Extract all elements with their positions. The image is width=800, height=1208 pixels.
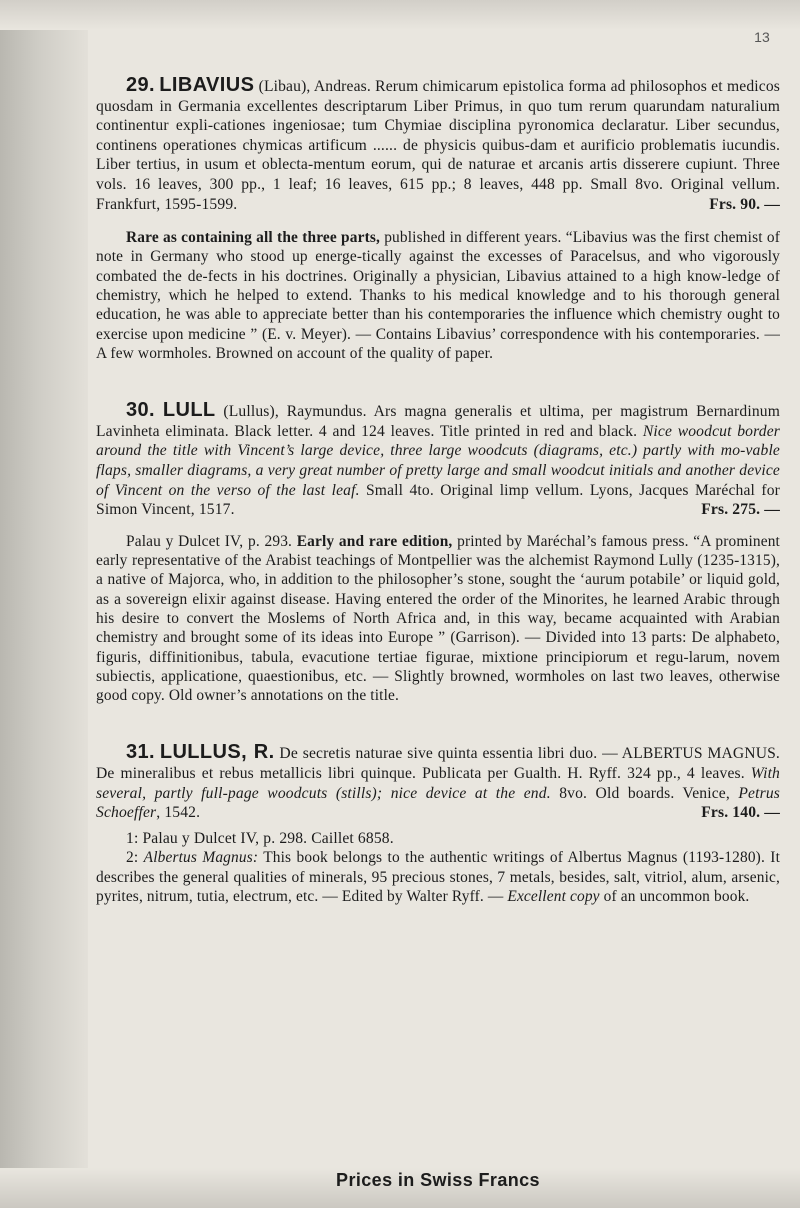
entry-price: Frs. 90. — [709, 195, 780, 213]
catalog-entry-30 [96, 401, 780, 705]
entry-price: Frs. 275. — [701, 501, 780, 519]
catalog-entry-29 [96, 76, 780, 363]
entry-printer: Petrus Schoeffer [96, 784, 780, 822]
entry-reference-2 [96, 848, 780, 906]
entry-price: Frs. 140. — [701, 804, 780, 822]
scan-edge-top [0, 0, 800, 30]
entry-note-text: printed by Maréchal’s famous press. “A prominent early representative of the Arabist teachings of Montpellier was the alchemist Raymond Lully (1235-1315), a native of Majorca, who, in addition to the philosopher’s stone, sought the ‘aurum potabile’ or liquid gold, as a sovereign elixir against disease. Having entered the order of the Minorites, he learned Arabic through his desire to convert the Moslems of North Africa and, in this way, became acquainted with Arabian chemistry and brought some of its ideas into Europe ” (Garrison). — Divided into 13 parts: De alphabeto, figuris, diffinitionibus, tabula, evacutione tertiae figurae, mixtione principiorum et regu-larum, novem subiectis, applicatione, quaestionibus, etc. — Slightly browned, wormholes on last two leaves, otherwise good copy. Old owner’s annotations on the title. [96, 532, 780, 705]
entry-description: De secretis naturae sive quinta essentia libri duo. — ALBERTUS MAGNUS. De mineralibus et rebus metallicis libri quinque. Publicata per Gualth. H. Ryff. 324 pp., 4 leaves. [96, 745, 780, 783]
ref2-title: Albertus Magnus: [143, 849, 259, 867]
entry-illustrations: With several, partly full-page woodcuts (stills); nice device at the end. [96, 765, 780, 802]
entry-note-lead: Rare as containing all the three parts, [126, 229, 380, 247]
catalog-entry-31 [96, 743, 780, 906]
entry-note-ref: Palau y Dulcet IV, p. 293. [126, 532, 297, 550]
ref2-condition: Excellent copy [507, 888, 600, 906]
entry-author: LULLUS, R. [159, 741, 275, 764]
entry-note [96, 228, 780, 363]
entry-heading [96, 76, 780, 214]
entry-number: 29. [126, 74, 156, 96]
catalog-page [96, 28, 780, 1190]
entry-note-text: published in different years. “Libavius was the first chemist of note in Germany who stood up energe-tically against the excesses of Paracelsus, and who vigorously combated the de-fects in his doctrines. Originally a physician, Libavius attained to a high know-ledge of chemistry, which he helped to extend. Thanks to his medical knowledge and to his thorough general education, he was able to appreciate better than his contemporaries the influence which chemistry ought to exercise upon medicine ” (E. v. Meyer). — Contains Libavius’ correspondence with his contemporaries. — A few wormholes. Browned on account of the quality of paper. [96, 229, 780, 362]
page-footer: Prices in Swiss Francs [336, 1170, 540, 1190]
entry-reference-1: 1: Palau y Dulcet IV, p. 298. Caillet 6858. [126, 829, 394, 847]
entry-illustrations: Nice woodcut border around the title with Vincent’s large device, three large woodcuts (diagrams, etc.) partly with mo-vable flaps, smaller diagrams, a very great number of pretty large and small woodcut initials and another device of Vincent on the verso of the last leaf. [96, 422, 780, 499]
entry-number: 31. [126, 741, 156, 764]
entry-note [96, 532, 780, 706]
entry-number: 30. [126, 399, 156, 422]
entry-imprint: Small 4to. Original limp vellum. Lyons, Jacques Maréchal for Simon Vincent, 1517. [96, 481, 780, 519]
entry-description: (Libau), Andreas. Rerum chimicarum epistolica forma ad philosophos et medicos quosdam in Germania excellentes descriptarum Liber Primus, in quo tum rerum quarundam naturalium continentur expli-cationes ingeniosae; tum Chymiae disciplina pyronomica declaratur. Liber secundus, continens operationes chymicas artificum ...... de physicis quibus-dam et aurificio problematis iucundis. Liber tertius, in usum et oblecta-mentum eorum, qui de naturae et arcanis artis disserere cupiunt. Three vols. 16 leaves, 300 pp., 1 leaf; 16 leaves, 615 pp.; 8 leaves, 448 pp. Small 8vo. Original vellum. Frankfurt, 1595-1599. [96, 78, 780, 213]
ref2-end: of an uncommon book. [599, 888, 750, 906]
ref2-text: This book belongs to the authentic writings of Albertus Magnus (1193-1280). It describes the general qualities of minerals, 95 precious stones, 7 metals, besides, salt, vitriol, alum, arsenic, pyrites, nitrum, tutia, electrum, etc. — Edited by Walter Ryff. — [96, 849, 780, 906]
ref2-prefix: 2: [126, 849, 144, 867]
entry-author: LIBAVIUS [159, 74, 255, 96]
entry-description: (Lullus), Raymundus. Ars magna generalis et ultima, per magistrum Bernardinum Lavinheta eliminata. Black letter. 4 and 124 leaves. Title printed in red and black. [96, 403, 780, 440]
scan-edge-left [0, 0, 88, 1208]
entry-note-lead: Early and rare edition, [296, 532, 453, 550]
entry-heading [96, 743, 780, 822]
entry-author: LULL [162, 399, 216, 422]
page-number: 13 [754, 29, 770, 45]
entry-heading [96, 401, 780, 520]
entry-year: , 1542. [156, 804, 201, 822]
entry-imprint: 8vo. Old boards. Venice, [550, 784, 739, 802]
